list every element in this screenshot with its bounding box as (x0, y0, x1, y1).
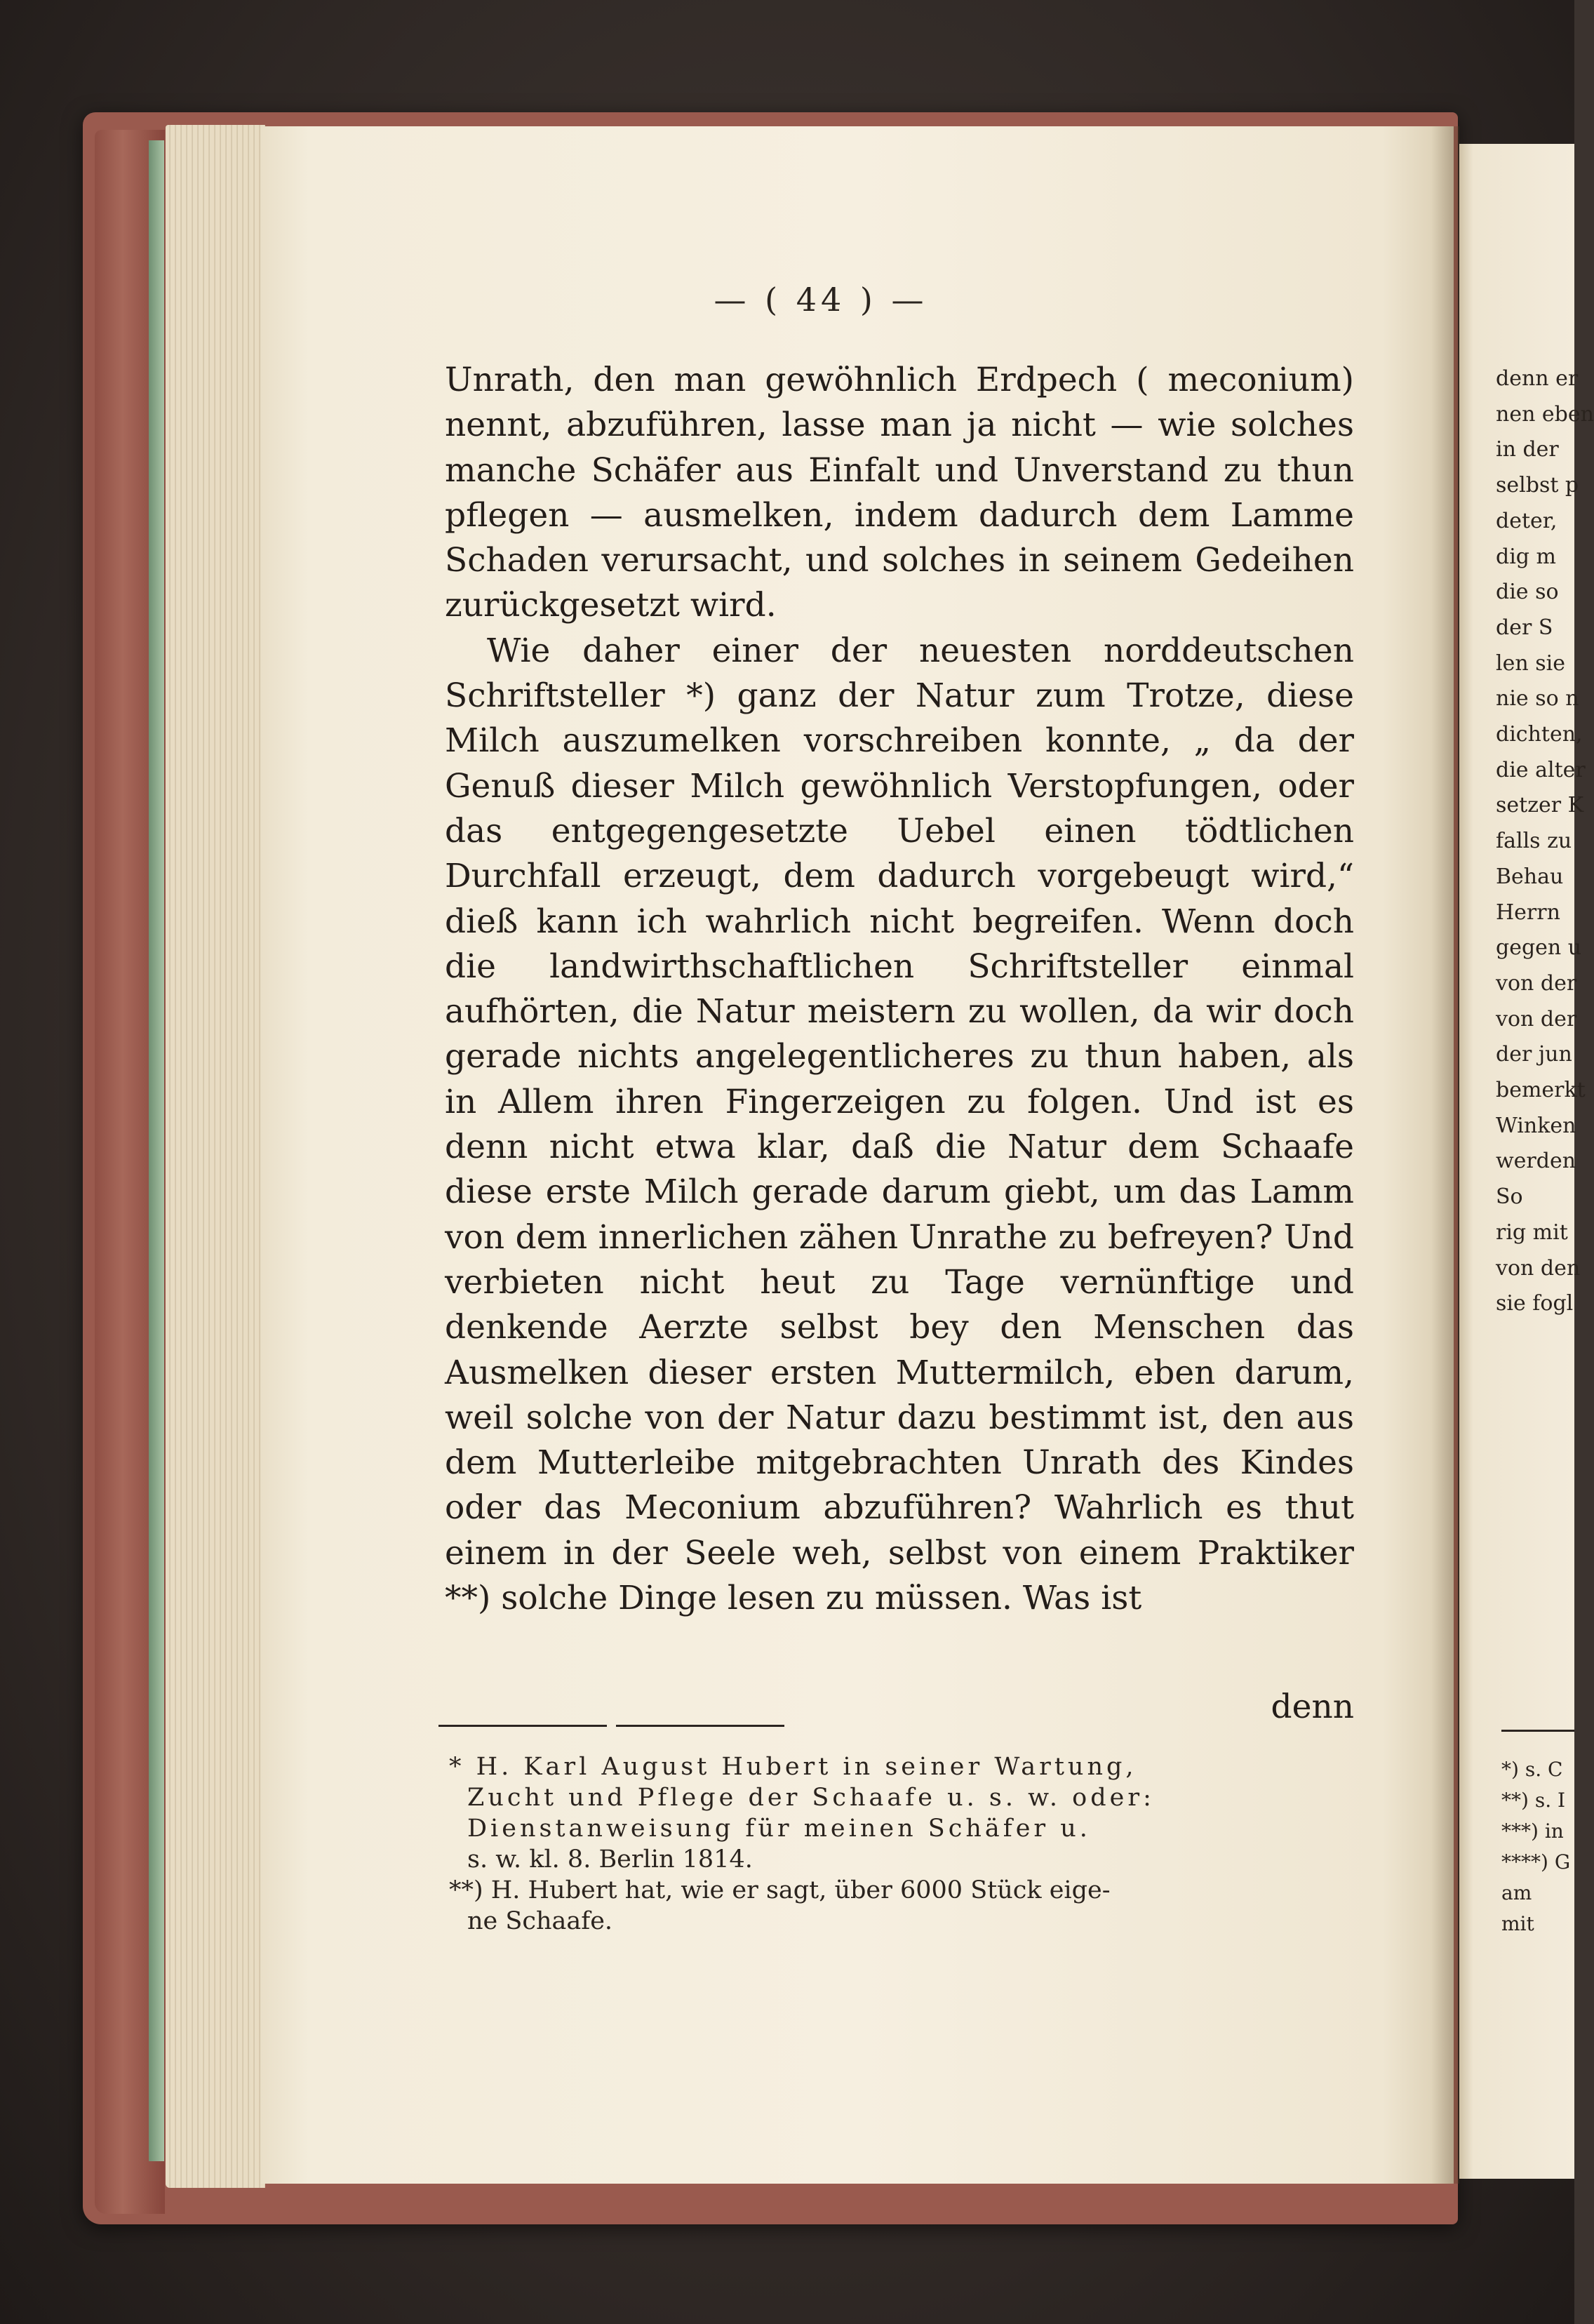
main-text (445, 358, 1354, 1621)
next-page-line: Behau (1496, 864, 1564, 889)
footnote-rule-left (438, 1725, 607, 1727)
next-page-line: So (1496, 1184, 1523, 1210)
next-page-note: **) s. I (1501, 1789, 1566, 1812)
next-page-footnotes (1501, 1754, 1574, 1939)
next-page-footnote-rule (1501, 1730, 1574, 1732)
next-page-line: werden (1496, 1149, 1576, 1174)
footnote-2-line-2: ne Schaafe. (467, 1907, 613, 1935)
next-page-line: der S (1496, 615, 1553, 640)
next-page-line: die alter (1496, 757, 1586, 782)
next-page-line: dig m (1496, 544, 1556, 569)
next-page-line: denn er (1496, 366, 1579, 391)
next-page-line: deter, (1496, 508, 1558, 533)
next-page-line: dichten, (1496, 722, 1583, 747)
next-page-line: von der (1496, 970, 1577, 996)
next-page-note: *) s. C (1501, 1758, 1563, 1781)
footnote-rule-right (616, 1725, 784, 1727)
next-page-line: in der (1496, 437, 1559, 462)
page-number: — ( 44 ) — (714, 281, 928, 319)
next-page-line: rig mit (1496, 1220, 1568, 1245)
next-page-line: von den (1496, 1255, 1581, 1281)
next-page-line: die so (1496, 580, 1559, 605)
footnote-1-line-1: * H. Karl August Hubert in seiner Wartung, (449, 1753, 1137, 1781)
next-page-line: nie so n (1496, 686, 1579, 712)
footnote-1-line-4: s. w. kl. 8. Berlin 1814. (467, 1845, 753, 1874)
catchword: denn (1271, 1688, 1354, 1726)
next-page-line: nen eben (1496, 401, 1594, 427)
next-page-note: mit (1501, 1912, 1534, 1935)
next-page-line: falls zu (1496, 829, 1572, 854)
next-page-line: Winken (1496, 1113, 1576, 1138)
paragraph-2: Wie daher einer der neuesten norddeutschen Schriftsteller *) ganz der Natur zum Trotze, diese Milch auszumelken vorschreiben konnte, „ da der Genuß dieser Milch gewöhnlich Verstopfungen, oder das entgegengesetzte Uebel einen tödtlichen Durchfall erzeugt, dem dadurch vorgebeugt wird,“ dieß kann ich wahrlich nicht begreifen. Wenn doch die landwirthschaftlichen Schriftsteller einmal aufhörten, die Natur meistern zu wollen, da wir doch gerade nichts angelegentlicheres zu thun haben, als in Allem ihren Fingerzeigen zu folgen. Und ist es denn nicht etwa klar, daß die Natur dem Schaafe diese erste Milch gerade darum giebt, um das Lamm von dem innerlichen zähen Unrathe zu befreyen? Und verbieten nicht heut zu Tage vernünftige und denkende Aerzte selbst bey den Menschen das Ausmelken dieser ersten Muttermilch, eben darum, weil solche von der Natur dazu bestimmt ist, den aus dem Mutterleibe mitgebrachten Unrath des Kindes oder das Meconium abzuführen? Wahrlich es thut einem in der Seele weh, selbst von einem Praktiker **) solche Dinge lesen zu müssen. Was ist (445, 631, 1354, 1618)
next-page-line: von der (1496, 1006, 1577, 1031)
next-page-line: setzer K (1496, 793, 1584, 818)
endpaper-edge (149, 140, 164, 2161)
page-gutter-shadow (1431, 126, 1459, 2184)
paragraph-1: Unrath, den man gewöhnlich Erdpech ( meconium) nennt, abzuführen, lasse man ja nicht — wie solches manche Schäfer aus Einfalt und Unverstand zu thun pflegen — ausmelken, indem dadurch dem Lamme Schaden verursacht, und solches in seinem Gedeihen zurückgesetzt wird. (445, 361, 1354, 625)
next-page-line: gegen u (1496, 935, 1582, 961)
page-edges (166, 125, 265, 2188)
footnote-1-line-3: Dienstanweisung für meinen Schäfer u. (467, 1815, 1091, 1843)
next-page-line: Herrn (1496, 900, 1560, 925)
next-page-line: bemerkt (1496, 1078, 1586, 1103)
next-page-line: der jun (1496, 1042, 1572, 1067)
footnote-2-line-1: **) H. Hubert hat, wie er sagt, über 6000 Stück eige- (449, 1876, 1111, 1904)
next-page-line: len sie (1496, 650, 1565, 676)
next-page-note: ***) in (1501, 1819, 1564, 1843)
footnote-1-line-2: Zucht und Pflege der Schaafe u. s. w. oder: (467, 1784, 1155, 1812)
next-page-line: sie fogl (1496, 1291, 1574, 1316)
next-page-text (1496, 361, 1594, 1322)
next-page-note: ****) G (1501, 1850, 1571, 1874)
next-page-line: selbst p (1496, 473, 1579, 498)
footnotes (449, 1751, 1354, 1937)
next-page-note: am (1501, 1881, 1532, 1904)
